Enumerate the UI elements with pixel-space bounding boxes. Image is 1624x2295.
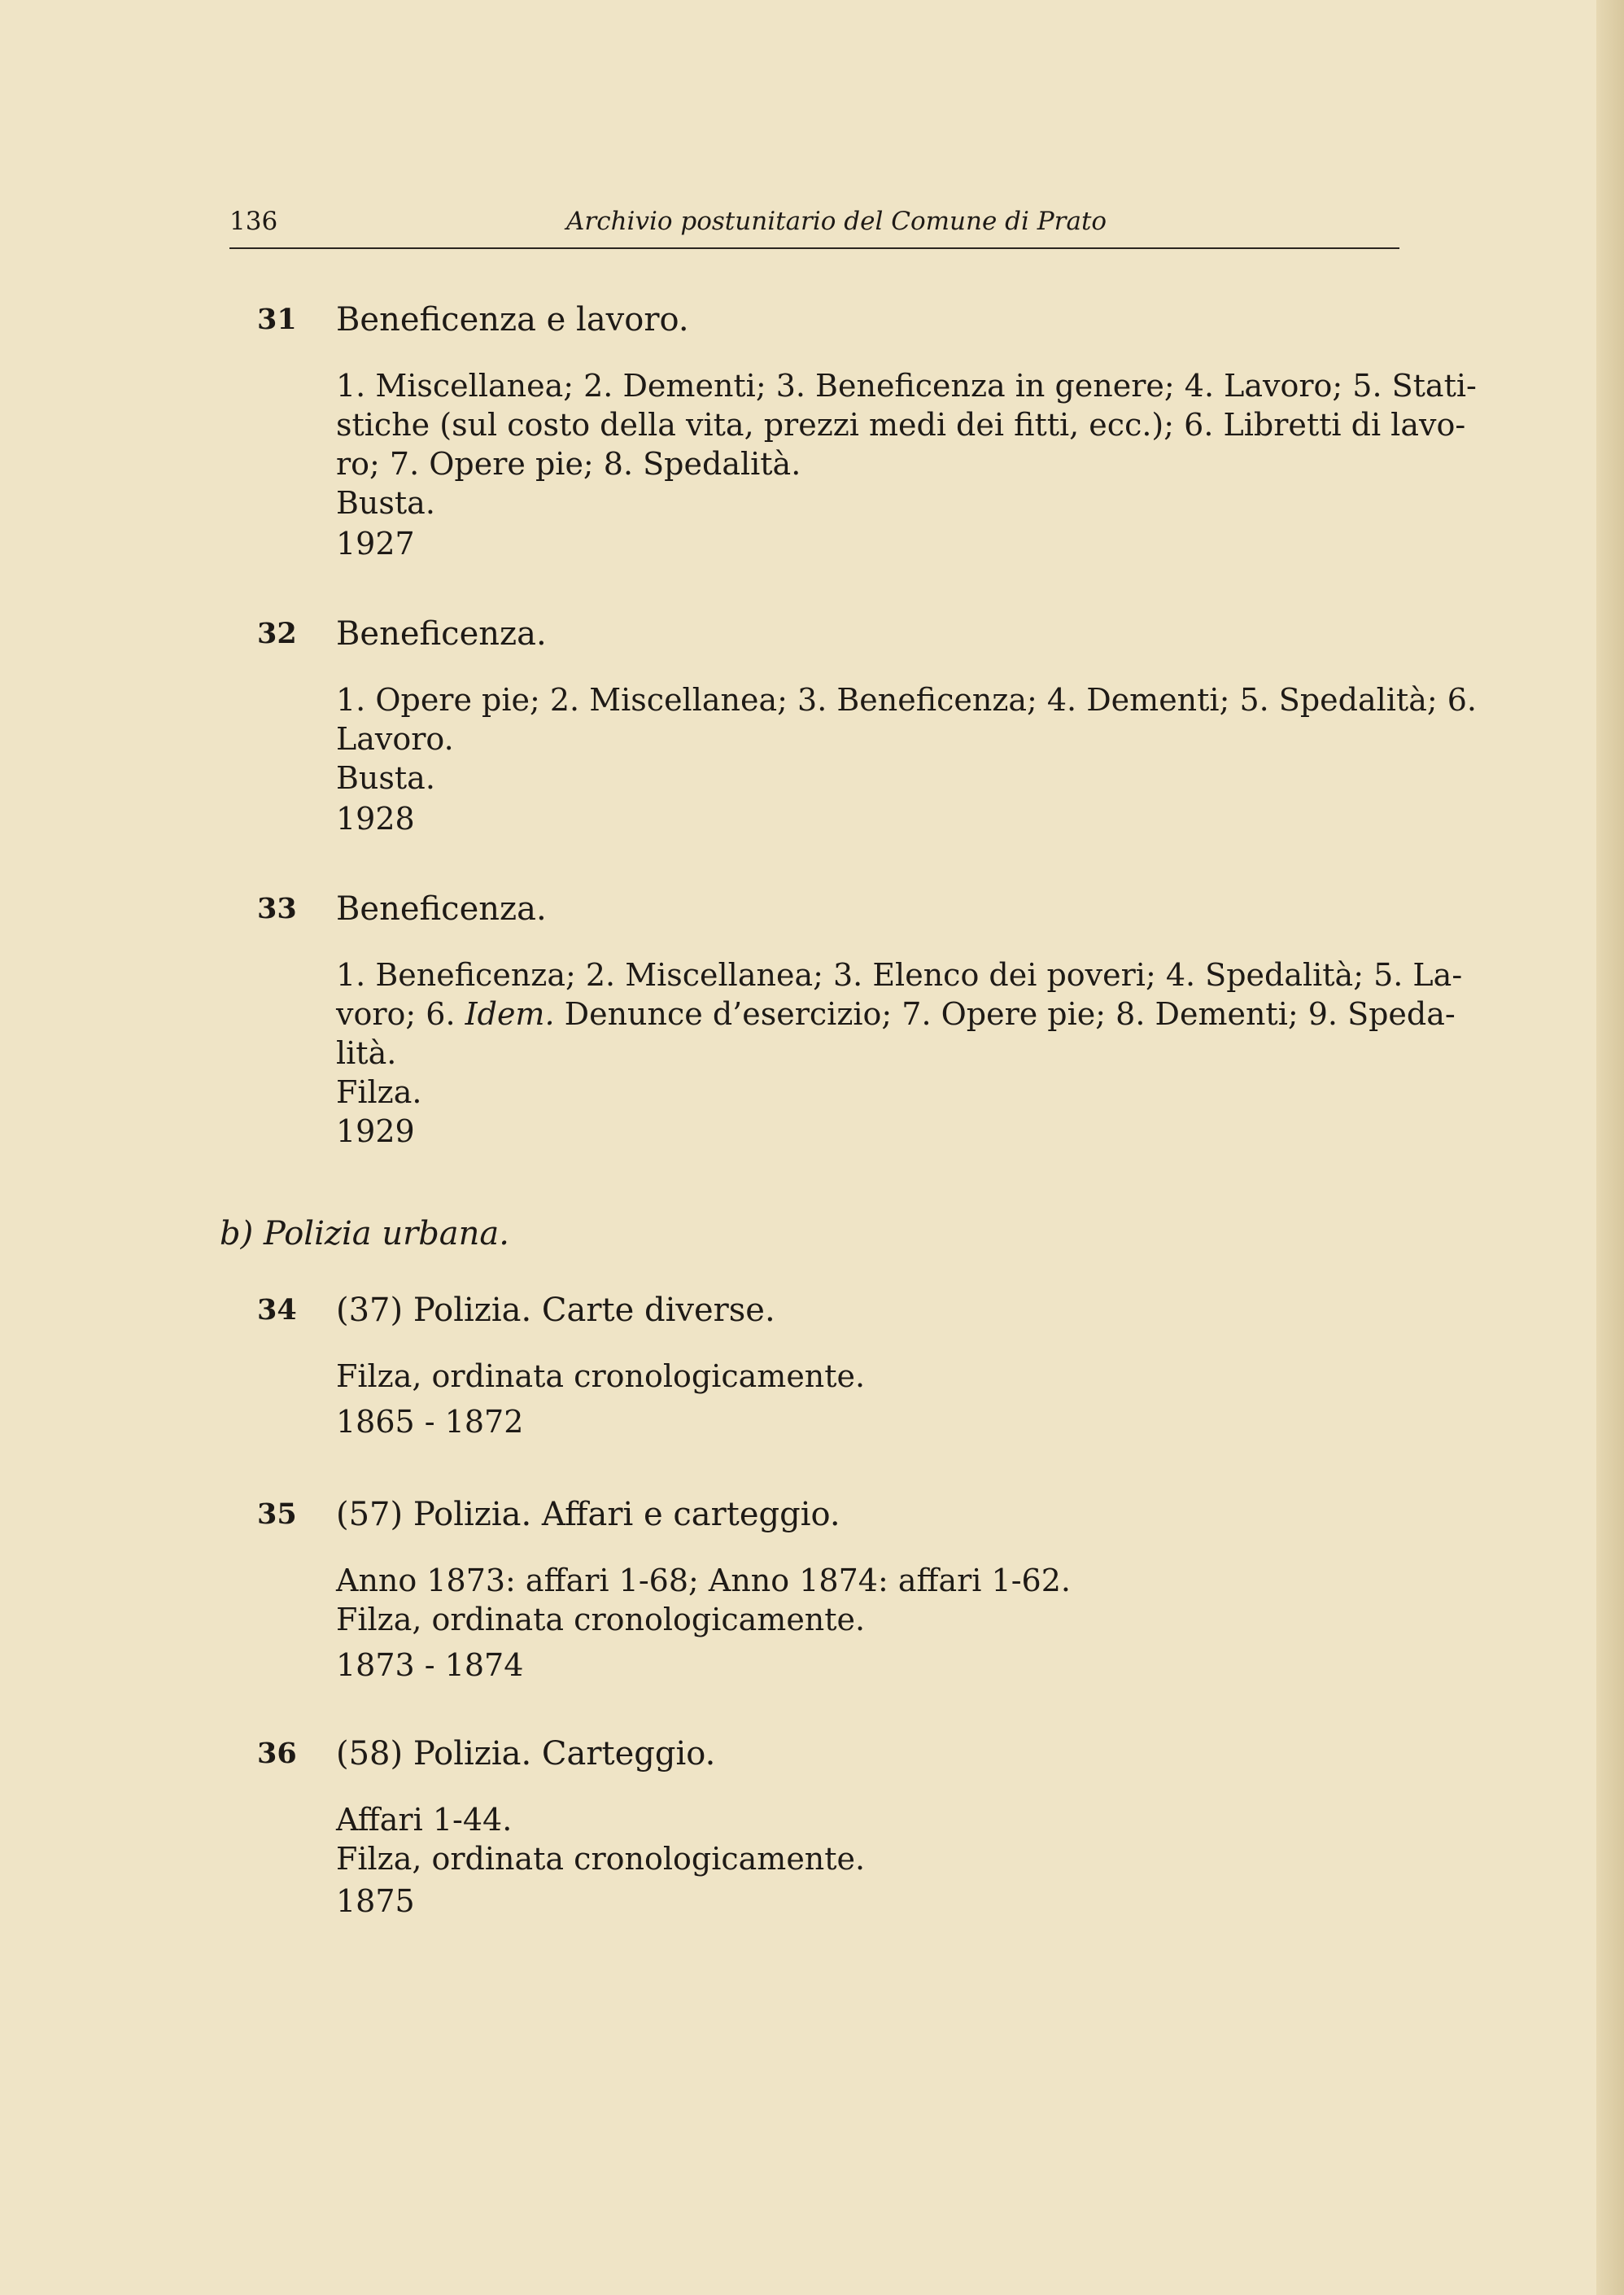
entry-date: 1928 bbox=[336, 801, 415, 837]
entry-body bbox=[336, 1561, 1402, 1639]
entry-line: Filza, ordinata cronologicamente. bbox=[336, 1841, 866, 1877]
entry-line: Filza, ordinata cronologicamente. bbox=[336, 1602, 866, 1637]
entry-line: 1. Beneficenza; 2. Miscellanea; 3. Elenco dei poveri; 4. Spedalità; 5. La- bbox=[336, 957, 1463, 993]
entry-line: Anno 1873: affari 1-68; Anno 1874: affari 1-62. bbox=[336, 1563, 1071, 1598]
entry-line: Lavoro. bbox=[336, 721, 454, 757]
entry-line: Busta. bbox=[336, 760, 435, 796]
page-number: 136 bbox=[229, 207, 278, 236]
entry-italic-text: Idem. bbox=[465, 996, 555, 1032]
entry-date: 1873 - 1874 bbox=[336, 1647, 524, 1683]
entry-line: 1. Miscellanea; 2. Dementi; 3. Beneficenza in genere; 4. Lavoro; 5. Stati- bbox=[336, 368, 1477, 404]
entry-number: 34 bbox=[257, 1293, 297, 1327]
entry-line: Filza. bbox=[336, 1074, 422, 1110]
entry-number: 31 bbox=[257, 303, 297, 336]
page-edge bbox=[1596, 0, 1624, 2295]
entry-date: 1927 bbox=[336, 526, 415, 562]
page-header bbox=[229, 205, 1399, 249]
entry-body bbox=[336, 1357, 1402, 1396]
entry-line: stiche (sul costo della vita, prezzi medi dei fitti, ecc.); 6. Libretti di lavo- bbox=[336, 407, 1466, 443]
entry-line: Filza, ordinata cronologicamente. bbox=[336, 1358, 866, 1394]
entry-number: 33 bbox=[257, 892, 297, 925]
entry-body bbox=[336, 1800, 1402, 1878]
section-title: b) Polizia urbana. bbox=[220, 1215, 509, 1252]
entry-date: 1865 - 1872 bbox=[336, 1404, 524, 1440]
entry-title: (37) Polizia. Carte diverse. bbox=[336, 1292, 775, 1329]
entry-body bbox=[336, 366, 1477, 522]
entry-title: (58) Polizia. Carteggio. bbox=[336, 1735, 716, 1773]
entry-text: Denunce d’esercizio; 7. Opere pie; 8. Dementi; 9. Speda- bbox=[554, 996, 1456, 1032]
entry-line bbox=[336, 994, 1456, 1034]
entry-title: Beneficenza. bbox=[336, 890, 547, 928]
running-title: Archivio postunitario del Comune di Prato bbox=[566, 207, 1107, 236]
entry-text: voro; 6. bbox=[336, 996, 465, 1032]
entry-date: 1875 bbox=[336, 1883, 415, 1919]
entry-number: 35 bbox=[257, 1497, 297, 1531]
entry-body bbox=[336, 955, 1463, 1112]
entry-line: ro; 7. Opere pie; 8. Spedalità. bbox=[336, 446, 801, 482]
entry-line: Affari 1-44. bbox=[336, 1802, 513, 1838]
entry-title: Beneficenza. bbox=[336, 615, 547, 653]
entry-line: lità. bbox=[336, 1035, 397, 1071]
entry-title: (57) Polizia. Affari e carteggio. bbox=[336, 1496, 840, 1533]
entry-title: Beneficenza e lavoro. bbox=[336, 301, 689, 339]
entry-line: Busta. bbox=[336, 485, 435, 521]
entry-line: 1. Opere pie; 2. Miscellanea; 3. Beneficenza; 4. Dementi; 5. Spedalità; 6. bbox=[336, 682, 1477, 718]
entry-number: 32 bbox=[257, 617, 297, 650]
entry-body bbox=[336, 680, 1477, 798]
entry-date: 1929 bbox=[336, 1113, 415, 1149]
entry-number: 36 bbox=[257, 1737, 297, 1770]
